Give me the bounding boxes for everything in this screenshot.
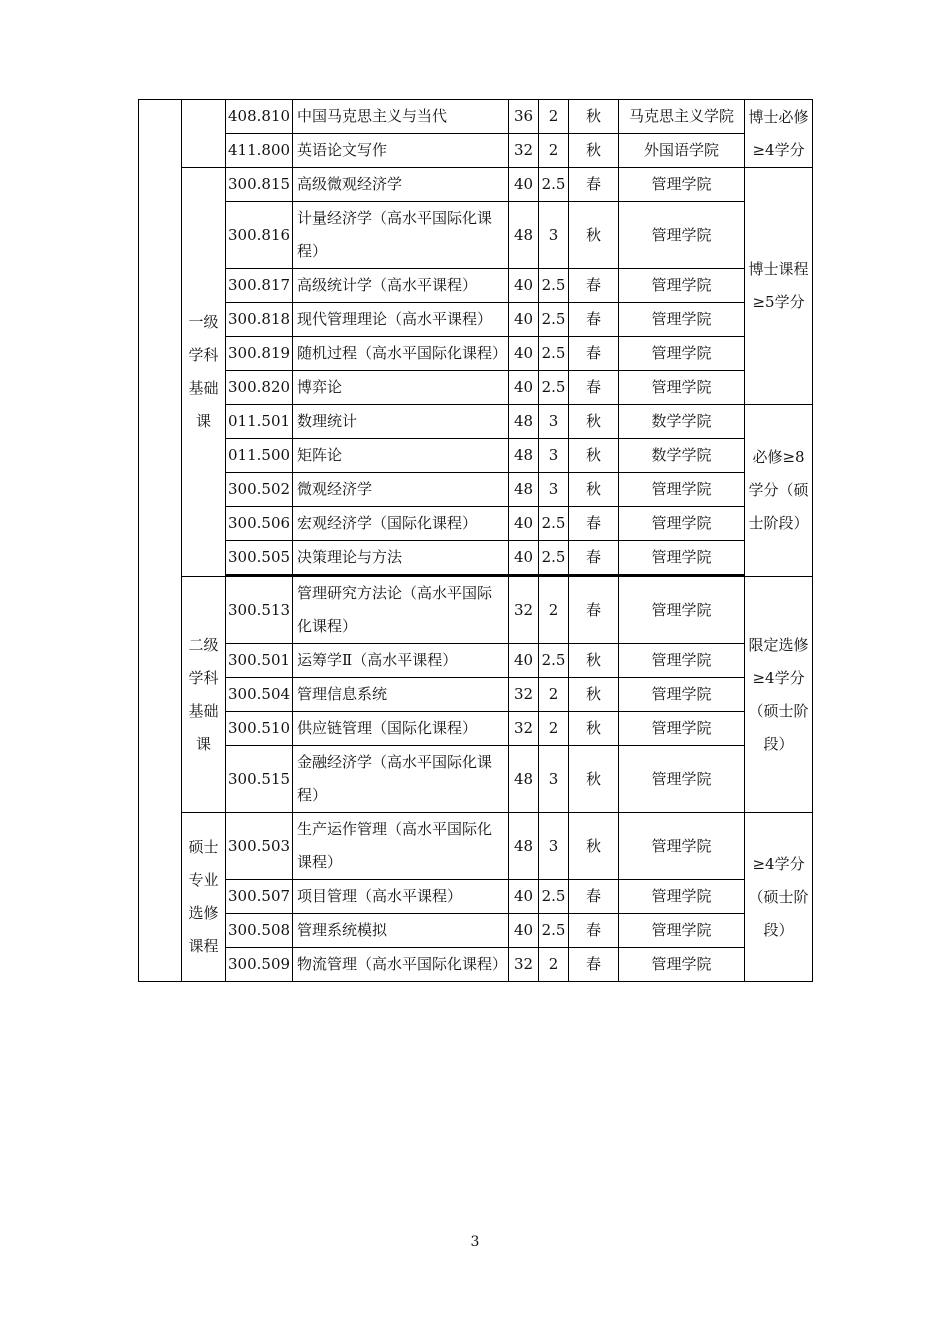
course-term: 春 bbox=[569, 880, 619, 914]
course-name: 管理研究方法论（高水平国际化课程） bbox=[293, 577, 509, 644]
course-term: 春 bbox=[569, 168, 619, 202]
course-term: 秋 bbox=[569, 473, 619, 507]
category-cell: 二级学科基础课 bbox=[182, 577, 226, 813]
course-school: 管理学院 bbox=[619, 948, 745, 982]
course-credits: 2 bbox=[539, 712, 569, 746]
course-name: 项目管理（高水平课程） bbox=[293, 880, 509, 914]
course-school: 管理学院 bbox=[619, 202, 745, 269]
course-school: 马克思主义学院 bbox=[619, 100, 745, 134]
course-hours: 48 bbox=[509, 405, 539, 439]
course-name: 生产运作管理（高水平国际化课程） bbox=[293, 813, 509, 880]
course-school: 管理学院 bbox=[619, 168, 745, 202]
table-row bbox=[139, 303, 813, 337]
table-row bbox=[139, 371, 813, 405]
course-credits: 3 bbox=[539, 439, 569, 473]
course-hours: 40 bbox=[509, 644, 539, 678]
credit-requirement-note: 博士必修≥4学分 bbox=[745, 100, 813, 168]
course-hours: 40 bbox=[509, 507, 539, 541]
course-school: 管理学院 bbox=[619, 644, 745, 678]
course-hours: 32 bbox=[509, 712, 539, 746]
course-credits: 3 bbox=[539, 202, 569, 269]
table-row bbox=[139, 880, 813, 914]
course-credits: 2 bbox=[539, 100, 569, 134]
category-cell bbox=[182, 100, 226, 168]
course-credits: 2 bbox=[539, 948, 569, 982]
course-code: 300.501 bbox=[226, 644, 293, 678]
course-term: 春 bbox=[569, 269, 619, 303]
table-row bbox=[139, 507, 813, 541]
course-code: 300.818 bbox=[226, 303, 293, 337]
table-row bbox=[139, 439, 813, 473]
course-code: 300.508 bbox=[226, 914, 293, 948]
course-hours: 32 bbox=[509, 577, 539, 644]
course-name: 高级微观经济学 bbox=[293, 168, 509, 202]
course-hours: 48 bbox=[509, 473, 539, 507]
course-credits: 2.5 bbox=[539, 371, 569, 405]
table-row bbox=[139, 712, 813, 746]
course-code: 300.510 bbox=[226, 712, 293, 746]
course-term: 秋 bbox=[569, 644, 619, 678]
table-row bbox=[139, 541, 813, 575]
category-cell: 硕士专业选修课程 bbox=[182, 813, 226, 982]
course-credits: 3 bbox=[539, 746, 569, 813]
course-school: 管理学院 bbox=[619, 541, 745, 575]
course-school: 管理学院 bbox=[619, 712, 745, 746]
course-credits: 2.5 bbox=[539, 269, 569, 303]
course-credits: 2.5 bbox=[539, 303, 569, 337]
course-hours: 48 bbox=[509, 439, 539, 473]
course-school: 数学学院 bbox=[619, 439, 745, 473]
course-hours: 40 bbox=[509, 303, 539, 337]
course-term: 秋 bbox=[569, 405, 619, 439]
course-school: 管理学院 bbox=[619, 880, 745, 914]
course-name: 矩阵论 bbox=[293, 439, 509, 473]
course-school: 管理学院 bbox=[619, 678, 745, 712]
course-hours: 48 bbox=[509, 202, 539, 269]
course-school: 外国语学院 bbox=[619, 134, 745, 168]
course-name: 博弈论 bbox=[293, 371, 509, 405]
course-school: 数学学院 bbox=[619, 405, 745, 439]
table-row bbox=[139, 914, 813, 948]
course-term: 春 bbox=[569, 577, 619, 644]
course-school: 管理学院 bbox=[619, 746, 745, 813]
course-credits: 2 bbox=[539, 134, 569, 168]
course-code: 411.800 bbox=[226, 134, 293, 168]
course-hours: 32 bbox=[509, 134, 539, 168]
course-term: 春 bbox=[569, 507, 619, 541]
course-hours: 40 bbox=[509, 337, 539, 371]
course-term: 春 bbox=[569, 371, 619, 405]
table-row bbox=[139, 168, 813, 202]
page-number: 3 bbox=[470, 1234, 480, 1250]
course-credits: 2.5 bbox=[539, 337, 569, 371]
course-hours: 40 bbox=[509, 541, 539, 575]
course-code: 300.819 bbox=[226, 337, 293, 371]
course-name: 供应链管理（国际化课程） bbox=[293, 712, 509, 746]
course-school: 管理学院 bbox=[619, 269, 745, 303]
course-school: 管理学院 bbox=[619, 371, 745, 405]
course-credits: 3 bbox=[539, 813, 569, 880]
credit-requirement-note: 博士课程≥5学分 bbox=[745, 168, 813, 405]
table-row bbox=[139, 678, 813, 712]
course-code: 011.500 bbox=[226, 439, 293, 473]
course-term: 春 bbox=[569, 541, 619, 575]
curriculum-table bbox=[138, 99, 813, 982]
course-name: 决策理论与方法 bbox=[293, 541, 509, 575]
course-term: 秋 bbox=[569, 712, 619, 746]
table-row bbox=[139, 269, 813, 303]
category-cell: 一级学科基础课 bbox=[182, 168, 226, 577]
course-code: 011.501 bbox=[226, 405, 293, 439]
credit-requirement-note: 必修≥8学分（硕士阶段） bbox=[745, 405, 813, 577]
course-credits: 3 bbox=[539, 473, 569, 507]
course-hours: 32 bbox=[509, 678, 539, 712]
table-row bbox=[139, 644, 813, 678]
course-name: 宏观经济学（国际化课程） bbox=[293, 507, 509, 541]
course-code: 300.506 bbox=[226, 507, 293, 541]
credit-requirement-note: 限定选修≥4学分（硕士阶段） bbox=[745, 577, 813, 813]
course-credits: 2.5 bbox=[539, 644, 569, 678]
course-hours: 40 bbox=[509, 168, 539, 202]
course-term: 春 bbox=[569, 914, 619, 948]
course-term: 秋 bbox=[569, 439, 619, 473]
course-school: 管理学院 bbox=[619, 303, 745, 337]
course-school: 管理学院 bbox=[619, 577, 745, 644]
outer-category-cell bbox=[139, 100, 182, 982]
course-term: 秋 bbox=[569, 134, 619, 168]
course-code: 300.816 bbox=[226, 202, 293, 269]
course-code: 408.810 bbox=[226, 100, 293, 134]
course-credits: 3 bbox=[539, 405, 569, 439]
course-hours: 40 bbox=[509, 914, 539, 948]
course-term: 秋 bbox=[569, 813, 619, 880]
course-credits: 2.5 bbox=[539, 914, 569, 948]
course-credits: 2.5 bbox=[539, 541, 569, 575]
course-credits: 2.5 bbox=[539, 880, 569, 914]
credit-requirement-note: ≥4学分（硕士阶段） bbox=[745, 813, 813, 982]
course-name: 微观经济学 bbox=[293, 473, 509, 507]
course-hours: 32 bbox=[509, 948, 539, 982]
course-code: 300.504 bbox=[226, 678, 293, 712]
course-name: 管理信息系统 bbox=[293, 678, 509, 712]
course-code: 300.507 bbox=[226, 880, 293, 914]
course-name: 数理统计 bbox=[293, 405, 509, 439]
course-credits: 2.5 bbox=[539, 168, 569, 202]
course-term: 春 bbox=[569, 303, 619, 337]
course-school: 管理学院 bbox=[619, 337, 745, 371]
table-row bbox=[139, 405, 813, 439]
course-code: 300.817 bbox=[226, 269, 293, 303]
course-code: 300.513 bbox=[226, 577, 293, 644]
course-code: 300.815 bbox=[226, 168, 293, 202]
course-code: 300.505 bbox=[226, 541, 293, 575]
course-hours: 40 bbox=[509, 269, 539, 303]
table-row bbox=[139, 473, 813, 507]
course-hours: 36 bbox=[509, 100, 539, 134]
course-name: 中国马克思主义与当代 bbox=[293, 100, 509, 134]
course-name: 运筹学Ⅱ（高水平课程） bbox=[293, 644, 509, 678]
course-name: 计量经济学（高水平国际化课程） bbox=[293, 202, 509, 269]
course-school: 管理学院 bbox=[619, 507, 745, 541]
course-school: 管理学院 bbox=[619, 473, 745, 507]
course-term: 春 bbox=[569, 337, 619, 371]
course-code: 300.820 bbox=[226, 371, 293, 405]
course-school: 管理学院 bbox=[619, 914, 745, 948]
course-credits: 2 bbox=[539, 577, 569, 644]
course-hours: 40 bbox=[509, 880, 539, 914]
course-name: 金融经济学（高水平国际化课程） bbox=[293, 746, 509, 813]
course-term: 秋 bbox=[569, 678, 619, 712]
course-term: 秋 bbox=[569, 202, 619, 269]
course-name: 随机过程（高水平国际化课程） bbox=[293, 337, 509, 371]
course-credits: 2 bbox=[539, 678, 569, 712]
course-code: 300.503 bbox=[226, 813, 293, 880]
course-code: 300.502 bbox=[226, 473, 293, 507]
course-name: 现代管理理论（高水平课程） bbox=[293, 303, 509, 337]
course-school: 管理学院 bbox=[619, 813, 745, 880]
course-hours: 48 bbox=[509, 813, 539, 880]
course-code: 300.509 bbox=[226, 948, 293, 982]
course-name: 管理系统模拟 bbox=[293, 914, 509, 948]
course-code: 300.515 bbox=[226, 746, 293, 813]
course-credits: 2.5 bbox=[539, 507, 569, 541]
course-term: 秋 bbox=[569, 746, 619, 813]
course-name: 英语论文写作 bbox=[293, 134, 509, 168]
course-hours: 48 bbox=[509, 746, 539, 813]
course-name: 高级统计学（高水平课程） bbox=[293, 269, 509, 303]
course-term: 春 bbox=[569, 948, 619, 982]
course-hours: 40 bbox=[509, 371, 539, 405]
course-term: 秋 bbox=[569, 100, 619, 134]
course-name: 物流管理（高水平国际化课程） bbox=[293, 948, 509, 982]
